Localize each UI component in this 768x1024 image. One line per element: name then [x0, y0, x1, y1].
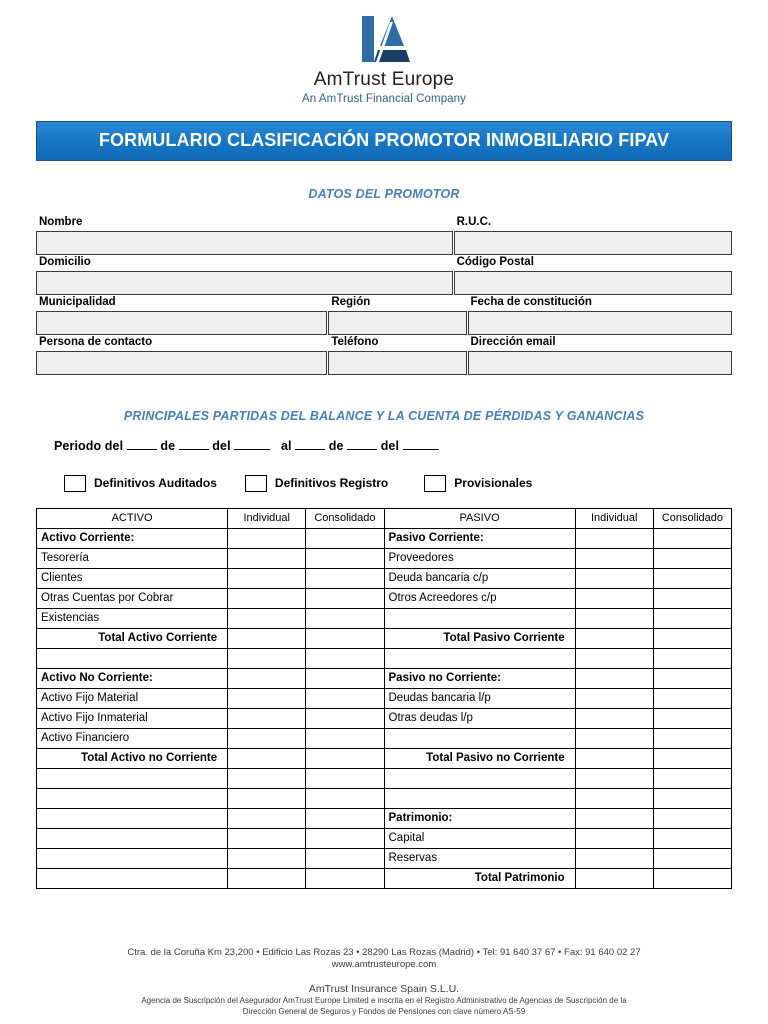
cell-pasivo-label: Otros Acreedores c/p: [384, 588, 575, 608]
cell-activo-consolidado[interactable]: [306, 808, 384, 828]
cell-pasivo-consolidado[interactable]: [653, 788, 731, 808]
cell-activo-label: Clientes: [37, 568, 228, 588]
cell-activo-label: Activo Corriente:: [37, 528, 228, 548]
cell-activo-individual[interactable]: [228, 688, 306, 708]
label-domicilio: Domicilio: [39, 255, 91, 268]
cell-pasivo-consolidado[interactable]: [653, 668, 731, 688]
period-de-1-label: de: [160, 438, 176, 453]
cell-activo-consolidado[interactable]: [306, 648, 384, 668]
cell-activo-individual[interactable]: [228, 568, 306, 588]
column-header-activo-consolidado: Consolidado: [306, 508, 384, 528]
cell-pasivo-individual[interactable]: [575, 588, 653, 608]
page-footer: [0, 947, 768, 1018]
cell-pasivo-consolidado[interactable]: [653, 828, 731, 848]
period-al-label: al: [280, 438, 292, 453]
cell-pasivo-consolidado[interactable]: [653, 768, 731, 788]
amtrust-a-logo-icon: [352, 14, 416, 64]
cell-activo-label: Total Activo Corriente: [37, 628, 228, 648]
cell-activo-label: Activo No Corriente:: [37, 668, 228, 688]
footer-website: www.amtrusteurope.com: [331, 959, 437, 971]
input-municipalidad[interactable]: [36, 311, 327, 335]
page-title: FORMULARIO CLASIFICACIÓN PROMOTOR INMOBILIARIO FIPAV: [98, 130, 670, 151]
table-row: [37, 828, 732, 848]
cell-pasivo-individual[interactable]: [575, 848, 653, 868]
checkbox-definitivos-auditados[interactable]: [64, 475, 217, 492]
column-header-activo: ACTIVO: [37, 508, 228, 528]
cell-activo-label: Otras Cuentas por Cobrar: [37, 588, 228, 608]
input-ruc[interactable]: [454, 231, 732, 255]
cell-activo-individual[interactable]: [228, 808, 306, 828]
cell-activo-consolidado[interactable]: [306, 828, 384, 848]
cell-pasivo-consolidado[interactable]: [653, 688, 731, 708]
cell-pasivo-label: Pasivo Corriente:: [384, 528, 575, 548]
promoter-fields: [36, 215, 732, 375]
period-del-1-label: del: [212, 438, 231, 453]
field-input-row: [36, 311, 732, 335]
label-ruc: R.U.C.: [456, 215, 492, 228]
period-start-month-blank[interactable]: [179, 449, 209, 450]
cell-activo-consolidado[interactable]: [306, 588, 384, 608]
field-label-row: [36, 335, 732, 351]
brand-name: AmTrust Europe: [313, 69, 455, 90]
cell-pasivo-label: Patrimonio:: [384, 808, 575, 828]
input-region[interactable]: [328, 311, 467, 335]
cell-pasivo-label: Proveedores: [384, 548, 575, 568]
footer-address: Ctra. de la Coruña Km 23,200 • Edificio Las Rozas 23 • 28290 Las Rozas (Madrid) • Tel: 91 640 37 67 • Fax: 91 640 02 27: [127, 946, 641, 958]
cell-pasivo-individual[interactable]: [575, 628, 653, 648]
table-row: [37, 808, 732, 828]
cell-pasivo-label: Deudas bancaria l/p: [384, 688, 575, 708]
cell-activo-consolidado[interactable]: [306, 568, 384, 588]
cell-activo-label: [37, 848, 228, 868]
column-header-pasivo-individual: Individual: [575, 508, 653, 528]
cell-pasivo-label: Total Pasivo no Corriente: [384, 748, 575, 768]
table-header-row: [37, 508, 732, 528]
cell-activo-consolidado[interactable]: [306, 668, 384, 688]
period-end-day-blank[interactable]: [295, 449, 325, 450]
period-line: [36, 439, 732, 453]
period-del-2-label: del: [380, 438, 400, 453]
cell-pasivo-label: Otras deudas l/p: [384, 708, 575, 728]
table-row: [37, 628, 732, 648]
cell-pasivo-consolidado[interactable]: [653, 608, 731, 628]
footer-legal-line-2: Dirección General de Seguros y Fondos de Pensiones con clave número AS-59: [242, 1007, 526, 1017]
period-start-day-blank[interactable]: [127, 449, 157, 450]
cell-activo-label: Activo Financiero: [37, 728, 228, 748]
cell-pasivo-individual[interactable]: [575, 548, 653, 568]
cell-pasivo-individual[interactable]: [575, 568, 653, 588]
cell-activo-individual[interactable]: [228, 548, 306, 568]
cell-pasivo-consolidado[interactable]: [653, 848, 731, 868]
label-persona-contacto: Persona de contacto: [39, 335, 153, 348]
cell-pasivo-individual[interactable]: [575, 748, 653, 768]
footer-company-name: AmTrust Insurance Spain S.L.U.: [308, 983, 460, 996]
cell-pasivo-label: [384, 768, 575, 788]
table-row: [37, 768, 732, 788]
checkbox-box-icon[interactable]: [424, 475, 446, 492]
checkbox-definitivos-registro[interactable]: [245, 475, 388, 492]
cell-activo-label: [37, 788, 228, 808]
cell-pasivo-consolidado[interactable]: [653, 748, 731, 768]
label-nombre: Nombre: [39, 215, 83, 228]
column-header-activo-individual: Individual: [228, 508, 306, 528]
cell-activo-individual[interactable]: [228, 848, 306, 868]
table-row: [37, 688, 732, 708]
table-header: [37, 508, 732, 528]
cell-activo-individual[interactable]: [228, 748, 306, 768]
promoter-section-heading: DATOS DEL PROMOTOR: [308, 186, 460, 201]
cell-activo-consolidado[interactable]: [306, 628, 384, 648]
cell-pasivo-label: Pasivo no Corriente:: [384, 668, 575, 688]
checkbox-label: Definitivos Registro: [274, 476, 389, 491]
cell-activo-label: Activo Fijo Material: [37, 688, 228, 708]
label-direccion-email: Dirección email: [470, 335, 556, 348]
table-row: [37, 548, 732, 568]
footer-legal-line-1: Agencia de Suscripción del Asegurador AmTrust Europe Limited e inscrita en el Registro Administrativo de Agencias de Suscripción de la: [141, 996, 627, 1006]
input-direccion-email[interactable]: [468, 351, 732, 375]
cell-activo-individual[interactable]: [228, 868, 306, 888]
cell-pasivo-individual[interactable]: [575, 528, 653, 548]
cell-activo-consolidado[interactable]: [306, 748, 384, 768]
table-body: [37, 528, 732, 888]
checkbox-box-icon[interactable]: [64, 475, 86, 492]
checkbox-box-icon[interactable]: [245, 475, 267, 492]
cell-pasivo-label: Total Pasivo Corriente: [384, 628, 575, 648]
table-row: [37, 528, 732, 548]
table-row: [37, 668, 732, 688]
field-input-row: [36, 231, 732, 255]
table-row: [37, 568, 732, 588]
input-domicilio[interactable]: [36, 271, 453, 295]
cell-pasivo-individual[interactable]: [575, 668, 653, 688]
cell-pasivo-label: [384, 608, 575, 628]
table-row: [37, 868, 732, 888]
cell-pasivo-consolidado[interactable]: [653, 728, 731, 748]
cell-pasivo-consolidado[interactable]: [653, 868, 731, 888]
label-fecha-constitucion: Fecha de constitución: [470, 295, 592, 308]
period-end-year-blank[interactable]: [403, 449, 439, 450]
cell-pasivo-individual[interactable]: [575, 808, 653, 828]
cell-activo-individual[interactable]: [228, 708, 306, 728]
cell-pasivo-consolidado[interactable]: [653, 568, 731, 588]
table-row: [37, 648, 732, 668]
cell-pasivo-label: Capital: [384, 828, 575, 848]
label-municipalidad: Municipalidad: [39, 295, 116, 308]
input-codigo-postal[interactable]: [454, 271, 732, 295]
cell-activo-individual[interactable]: [228, 588, 306, 608]
cell-pasivo-consolidado[interactable]: [653, 528, 731, 548]
cell-activo-label: Activo Fijo Inmaterial: [37, 708, 228, 728]
table-row: [37, 588, 732, 608]
cell-pasivo-label: [384, 788, 575, 808]
cell-pasivo-consolidado[interactable]: [653, 588, 731, 608]
cell-pasivo-individual[interactable]: [575, 708, 653, 728]
label-telefono: Teléfono: [331, 335, 379, 348]
balance-sheet-table: [36, 508, 732, 889]
checkbox-label: Provisionales: [454, 476, 533, 491]
input-nombre[interactable]: [36, 231, 453, 255]
table-row: [37, 788, 732, 808]
input-fecha-constitucion[interactable]: [468, 311, 732, 335]
statement-type-options: [36, 475, 732, 492]
brand-tagline: An AmTrust Financial Company: [301, 92, 467, 105]
field-label-row: [36, 215, 732, 231]
field-input-row: [36, 351, 732, 375]
cell-activo-label: Existencias: [37, 608, 228, 628]
column-header-pasivo-consolidado: Consolidado: [653, 508, 731, 528]
cell-activo-individual[interactable]: [228, 788, 306, 808]
table-row: [37, 748, 732, 768]
table-row: [37, 708, 732, 728]
field-input-row: [36, 271, 732, 295]
period-end-month-blank[interactable]: [347, 449, 377, 450]
cell-pasivo-individual[interactable]: [575, 788, 653, 808]
cell-activo-individual[interactable]: [228, 828, 306, 848]
cell-activo-consolidado[interactable]: [306, 848, 384, 868]
cell-activo-label: Total Activo no Corriente: [37, 748, 228, 768]
cell-pasivo-consolidado[interactable]: [653, 808, 731, 828]
checkbox-label: Definitivos Auditados: [94, 476, 217, 491]
cell-activo-label: [37, 768, 228, 788]
cell-activo-individual[interactable]: [228, 528, 306, 548]
cell-activo-individual[interactable]: [228, 768, 306, 788]
cell-activo-individual[interactable]: [228, 608, 306, 628]
label-region: Región: [331, 295, 371, 308]
input-telefono[interactable]: [328, 351, 467, 375]
period-de-2-label: de: [328, 438, 344, 453]
cell-pasivo-label: Reservas: [384, 848, 575, 868]
cell-pasivo-consolidado[interactable]: [653, 628, 731, 648]
cell-pasivo-consolidado[interactable]: [653, 708, 731, 728]
cell-pasivo-individual[interactable]: [575, 648, 653, 668]
field-label-row: [36, 255, 732, 271]
period-start-year-blank[interactable]: [234, 449, 270, 450]
cell-activo-consolidado[interactable]: [306, 728, 384, 748]
cell-pasivo-label: [384, 728, 575, 748]
cell-pasivo-individual[interactable]: [575, 728, 653, 748]
cell-activo-individual[interactable]: [228, 628, 306, 648]
input-persona-contacto[interactable]: [36, 351, 327, 375]
table-row: [37, 608, 732, 628]
cell-activo-consolidado[interactable]: [306, 548, 384, 568]
cell-activo-label: [37, 828, 228, 848]
checkbox-provisionales[interactable]: [424, 475, 532, 492]
cell-pasivo-consolidado[interactable]: [653, 648, 731, 668]
cell-activo-consolidado[interactable]: [306, 688, 384, 708]
column-header-pasivo: PASIVO: [384, 508, 575, 528]
cell-activo-consolidado[interactable]: [306, 708, 384, 728]
cell-activo-consolidado[interactable]: [306, 868, 384, 888]
cell-activo-individual[interactable]: [228, 728, 306, 748]
cell-pasivo-individual[interactable]: [575, 828, 653, 848]
balance-section-heading: PRINCIPALES PARTIDAS DEL BALANCE Y LA CUENTA DE PÉRDIDAS Y GANANCIAS: [123, 408, 645, 423]
period-prefix-label: Periodo del: [54, 438, 124, 453]
spacer: [0, 972, 768, 982]
table-row: [37, 728, 732, 748]
table-row: [37, 848, 732, 868]
field-label-row: [36, 295, 732, 311]
cell-activo-consolidado[interactable]: [306, 788, 384, 808]
cell-pasivo-individual[interactable]: [575, 868, 653, 888]
cell-activo-consolidado[interactable]: [306, 768, 384, 788]
cell-activo-individual[interactable]: [228, 648, 306, 668]
cell-pasivo-individual[interactable]: [575, 688, 653, 708]
cell-activo-label: [37, 808, 228, 828]
brand-header: [0, 0, 768, 105]
label-codigo-postal: Código Postal: [456, 255, 534, 268]
form-title-band: [36, 121, 732, 161]
cell-pasivo-individual[interactable]: [575, 768, 653, 788]
cell-activo-consolidado[interactable]: [306, 608, 384, 628]
cell-pasivo-consolidado[interactable]: [653, 548, 731, 568]
cell-activo-label: Tesorería: [37, 548, 228, 568]
cell-pasivo-label: [384, 648, 575, 668]
cell-pasivo-individual[interactable]: [575, 608, 653, 628]
cell-activo-consolidado[interactable]: [306, 528, 384, 548]
cell-pasivo-label: Total Patrimonio: [384, 868, 575, 888]
cell-activo-individual[interactable]: [228, 668, 306, 688]
cell-activo-label: [37, 868, 228, 888]
cell-activo-label: [37, 648, 228, 668]
cell-pasivo-label: Deuda bancaria c/p: [384, 568, 575, 588]
